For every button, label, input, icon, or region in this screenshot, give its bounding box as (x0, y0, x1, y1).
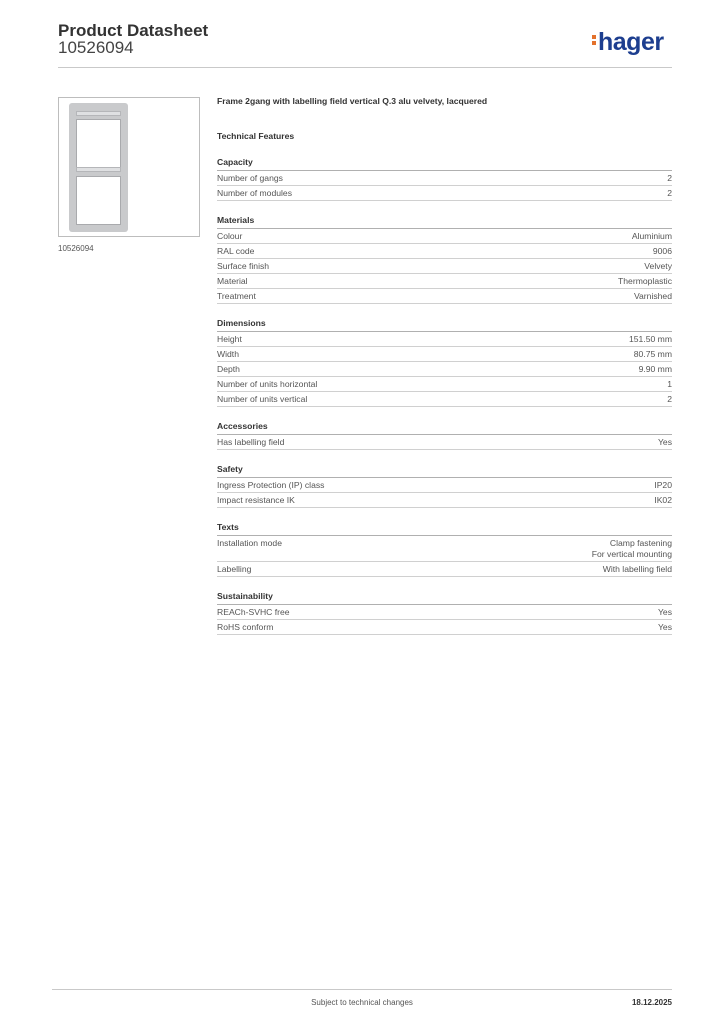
datasheet-content (217, 96, 672, 635)
feature-row (217, 620, 672, 635)
logo-dots-icon (592, 33, 596, 47)
frame-opening-bottom (76, 176, 121, 225)
feature-value: Clamp fastening For vertical mounting (591, 538, 672, 559)
section-capacity (217, 157, 672, 201)
feature-value: 151.50 mm (629, 334, 672, 344)
feature-label: Number of gangs (217, 173, 283, 183)
feature-sections (217, 157, 672, 635)
feature-row (217, 605, 672, 620)
feature-value: Yes (657, 607, 672, 617)
feature-row (217, 171, 672, 186)
feature-label: Height (217, 334, 242, 344)
feature-row (217, 392, 672, 407)
section-safety (217, 464, 672, 508)
frame-opening-top (76, 119, 121, 168)
section-title: Materials (217, 215, 672, 229)
feature-value: Thermoplastic (618, 276, 672, 286)
header-divider (58, 67, 672, 68)
feature-value: IP20 (654, 480, 672, 490)
logo-text: hager (598, 28, 664, 56)
frame-illustration (69, 103, 128, 232)
feature-row (217, 229, 672, 244)
feature-label: Number of units horizontal (217, 379, 318, 389)
feature-value: 9006 (652, 246, 672, 256)
feature-row (217, 186, 672, 201)
feature-value: IK02 (654, 495, 672, 505)
footer-date: 18.12.2025 (631, 998, 672, 1007)
feature-row (217, 478, 672, 493)
section-dimensions (217, 318, 672, 407)
section-title: Accessories (217, 421, 672, 435)
product-code-heading: 10526094 (58, 38, 134, 57)
feature-row (217, 377, 672, 392)
product-name: Frame 2gang with labelling field vertical Q.3 alu velvety, lacquered (217, 96, 488, 106)
feature-label: RoHS conform (217, 622, 274, 632)
feature-label: Width (217, 349, 239, 359)
feature-label: Installation mode (217, 538, 282, 548)
feature-label: RAL code (217, 246, 255, 256)
feature-value: 2 (667, 188, 672, 198)
section-materials (217, 215, 672, 304)
feature-value: With labelling field (602, 564, 672, 574)
feature-value: 9.90 mm (638, 364, 672, 374)
feature-label: Ingress Protection (IP) class (217, 480, 325, 490)
feature-value: 1 (667, 379, 672, 389)
feature-value: 80.75 mm (633, 349, 672, 359)
section-title: Sustainability (217, 591, 672, 605)
feature-row (217, 536, 672, 562)
image-caption: 10526094 (58, 244, 94, 253)
hager-logo (592, 28, 664, 57)
feature-label: Surface finish (217, 261, 270, 271)
feature-row (217, 562, 672, 577)
labelling-field-bottom (76, 167, 121, 172)
feature-value: Yes (657, 622, 672, 632)
feature-row (217, 493, 672, 508)
footer-note: Subject to technical changes (311, 998, 413, 1007)
feature-row (217, 289, 672, 304)
section-title: Dimensions (217, 318, 672, 332)
feature-row (217, 435, 672, 450)
footer-divider (52, 989, 672, 990)
product-image (58, 97, 200, 237)
feature-label: Number of modules (217, 188, 292, 198)
feature-row (217, 362, 672, 377)
feature-row (217, 259, 672, 274)
section-title: Texts (217, 522, 672, 536)
feature-row (217, 244, 672, 259)
feature-label: Number of units vertical (217, 394, 308, 404)
feature-value: 2 (667, 173, 672, 183)
feature-label: Colour (217, 231, 243, 241)
feature-label: REACh-SVHC free (217, 607, 290, 617)
section-texts (217, 522, 672, 577)
feature-row (217, 347, 672, 362)
feature-value: Velvety (644, 261, 672, 271)
section-title: Safety (217, 464, 672, 478)
section-sustainability (217, 591, 672, 635)
technical-features-title: Technical Features (217, 131, 295, 141)
labelling-field-top (76, 111, 121, 116)
feature-label: Depth (217, 364, 240, 374)
page-title: Product Datasheet (58, 21, 209, 40)
feature-value: Varnished (633, 291, 672, 301)
feature-label: Treatment (217, 291, 256, 301)
feature-label: Material (217, 276, 248, 286)
feature-value: Aluminium (631, 231, 672, 241)
section-accessories (217, 421, 672, 450)
feature-row (217, 274, 672, 289)
feature-value: 2 (667, 394, 672, 404)
feature-row (217, 332, 672, 347)
feature-label: Labelling (217, 564, 252, 574)
section-title: Capacity (217, 157, 672, 171)
feature-value: Yes (657, 437, 672, 447)
feature-label: Impact resistance IK (217, 495, 295, 505)
feature-label: Has labelling field (217, 437, 285, 447)
